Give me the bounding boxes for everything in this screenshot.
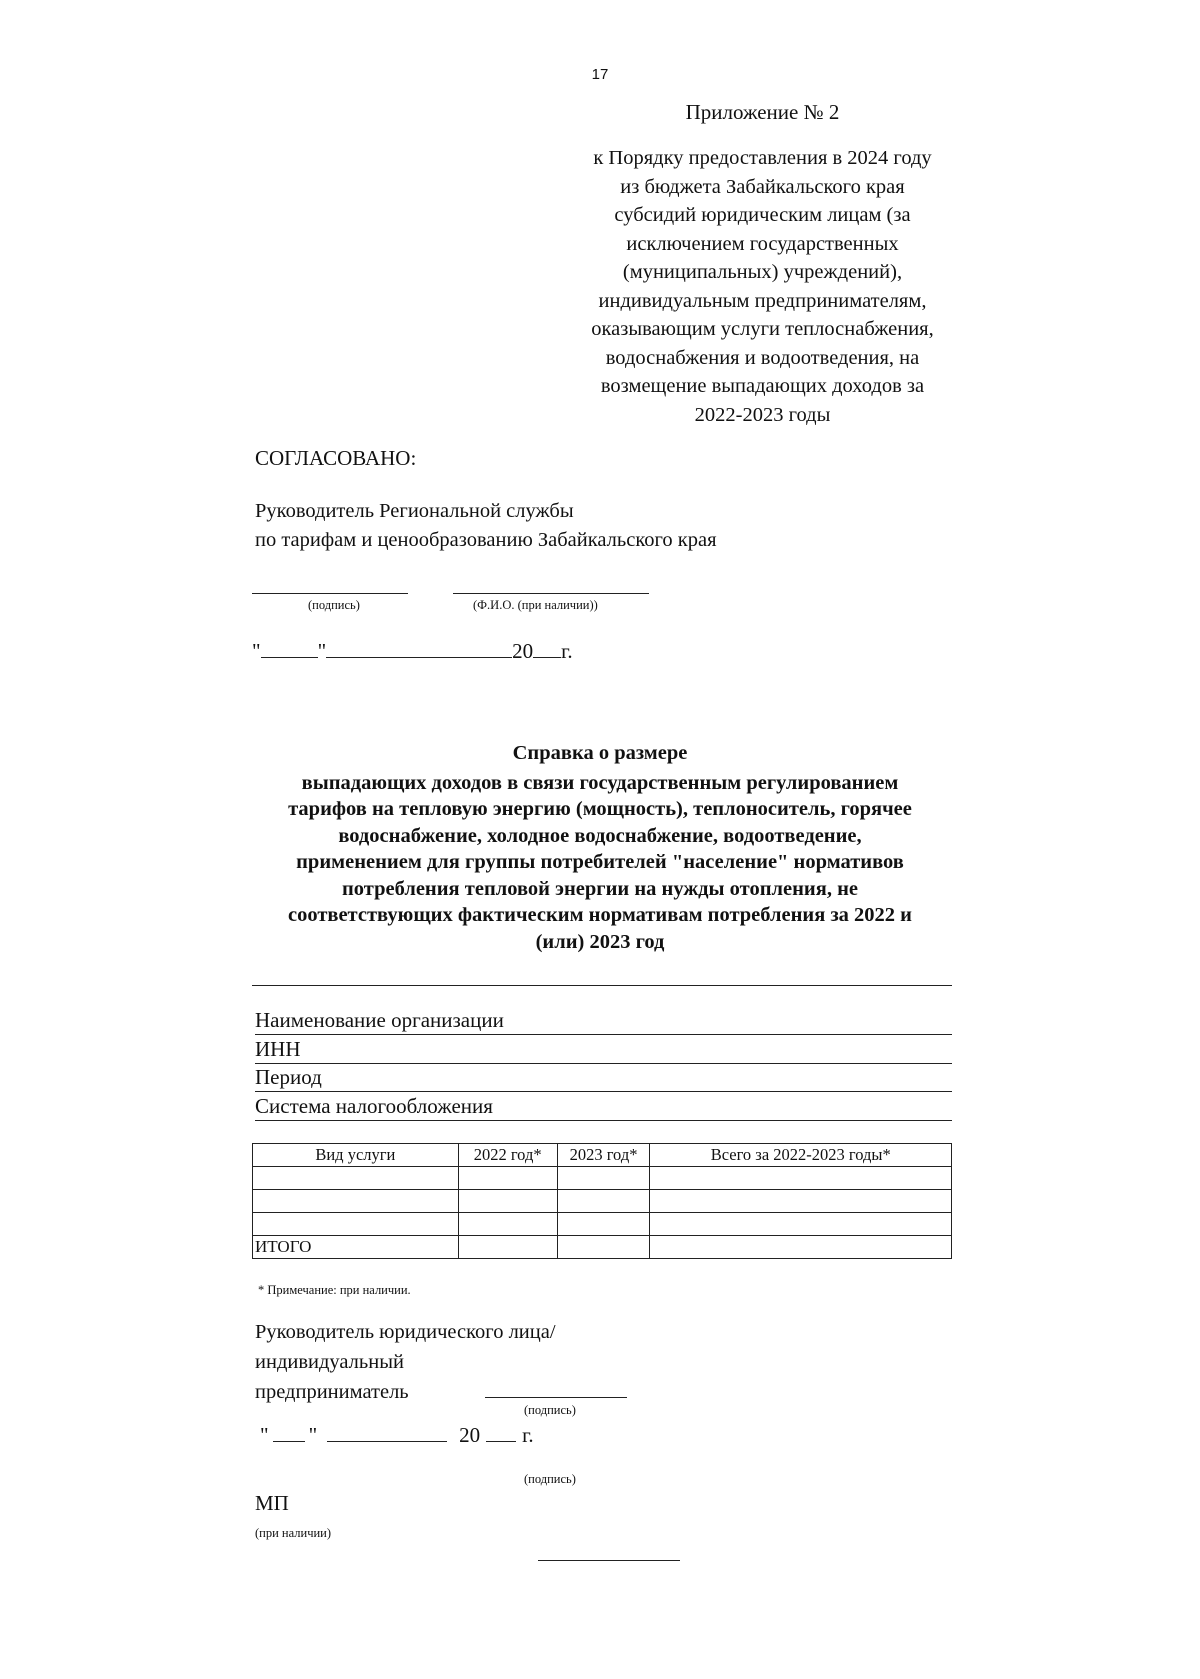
appendix-line: из бюджета Забайкальского края (620, 175, 905, 198)
table-total-row (253, 1236, 952, 1259)
date-year-blank[interactable] (486, 1422, 516, 1442)
table-cell[interactable] (253, 1190, 459, 1213)
date-quote-open: " (260, 1423, 269, 1447)
header-total: Всего за 2022-2023 годы* (650, 1144, 952, 1167)
table-cell[interactable] (650, 1190, 952, 1213)
document-title-line: (или) 2023 год (535, 930, 665, 953)
table-cell[interactable] (650, 1213, 952, 1236)
leader-position (255, 1317, 556, 1407)
approver-name-line[interactable] (453, 593, 649, 594)
appendix-line: возмещение выпадающих доходов за (600, 375, 925, 397)
field-inn[interactable]: ИНН (255, 1036, 952, 1064)
table-cell[interactable] (253, 1167, 459, 1190)
leader-signature-caption-2: (подпись) (524, 1472, 576, 1486)
table-header-row (253, 1144, 952, 1167)
approval-date (252, 638, 573, 664)
stamp-note: (при наличии) (255, 1526, 332, 1540)
leader-position-line: предприниматель (255, 1381, 409, 1403)
document-title (250, 740, 950, 955)
document-title-line: водоснабжение, холодное водоснабжение, водоотведение, (338, 824, 862, 847)
document-title-line: выпадающих доходов в связи государственным регулированием (301, 771, 899, 794)
appendix-line: оказывающим услуги теплоснабжения, (591, 318, 934, 340)
appendix-line: 2022-2023 годы (694, 403, 831, 426)
header-service-type: Вид услуги (253, 1144, 459, 1167)
field-tax-system[interactable]: Система налогообложения (255, 1093, 952, 1121)
field-organization-name[interactable]: Наименование организации (255, 1007, 952, 1035)
leader-date (260, 1422, 534, 1448)
footnote: * Примечание: при наличии. (258, 1283, 411, 1297)
date-day-blank[interactable] (261, 638, 318, 658)
date-day-blank[interactable] (273, 1422, 305, 1442)
date-year-prefix: 20 (512, 639, 534, 663)
header-2022: 2022 год* (458, 1144, 557, 1167)
appendix-line: индивидуальным предпринимателям, (598, 289, 927, 312)
date-year-prefix: 20 (459, 1423, 481, 1447)
appendix-line: исключением государственных (626, 232, 899, 255)
table-cell[interactable] (557, 1167, 650, 1190)
approval-label: СОГЛАСОВАНО: (255, 446, 417, 470)
table-cell[interactable] (458, 1213, 557, 1236)
table-cell[interactable] (557, 1190, 650, 1213)
appendix-title: Приложение № 2 (685, 100, 840, 124)
leader-position-line: индивидуальный (255, 1351, 404, 1373)
appendix-line: водоснабжения и водоотведения, на (605, 346, 920, 369)
approver-position (255, 497, 717, 555)
bottom-signature-line[interactable] (538, 1560, 680, 1561)
table-cell[interactable] (458, 1190, 557, 1213)
income-table (252, 1143, 952, 1259)
table-cell[interactable] (650, 1167, 952, 1190)
table-row (253, 1190, 952, 1213)
document-title-line: тарифов на тепловую энергию (мощность), теплоноситель, горячее (288, 798, 912, 820)
appendix-line: субсидий юридическим лицам (за (614, 204, 911, 226)
stamp-label: МП (255, 1491, 289, 1515)
table-cell[interactable] (557, 1213, 650, 1236)
table-cell[interactable] (458, 1236, 557, 1259)
top-rule (252, 985, 952, 986)
table-cell[interactable] (253, 1213, 459, 1236)
date-month-blank[interactable] (326, 638, 512, 658)
date-year-suffix: г. (561, 639, 573, 663)
leader-signature-caption: (подпись) (524, 1403, 576, 1417)
table-cell[interactable] (458, 1167, 557, 1190)
table-row (253, 1213, 952, 1236)
document-title-main: Справка о размере (512, 742, 688, 764)
table-cell[interactable] (650, 1236, 952, 1259)
document-title-line: применением для группы потребителей "население" нормативов (296, 851, 904, 873)
date-quote-open: " (252, 639, 261, 663)
table-cell[interactable] (557, 1236, 650, 1259)
leader-position-line: Руководитель юридического лица/ (255, 1321, 556, 1343)
appendix-reference (560, 144, 965, 429)
name-caption: (Ф.И.О. (при наличии)) (473, 598, 598, 612)
date-quote-close: " (317, 639, 327, 663)
date-year-suffix: г. (522, 1423, 534, 1447)
total-label: ИТОГО (253, 1236, 459, 1259)
page-number: 17 (591, 66, 609, 83)
document-title-line: потребления тепловой энергии на нужды отопления, не (341, 877, 858, 900)
approver-position-line: Руководитель Региональной службы (255, 500, 574, 522)
field-period[interactable]: Период (255, 1064, 952, 1092)
date-year-blank[interactable] (533, 638, 561, 658)
appendix-line: к Порядку предоставления в 2024 году (593, 147, 932, 169)
document-title-line: соответствующих фактическим нормативам потребления за 2022 и (287, 904, 912, 926)
date-month-blank[interactable] (327, 1422, 447, 1442)
signature-caption: (подпись) (308, 598, 360, 612)
leader-signature-line[interactable] (485, 1397, 627, 1398)
table-row (253, 1167, 952, 1190)
approver-signature-line[interactable] (252, 593, 408, 594)
header-2023: 2023 год* (557, 1144, 650, 1167)
appendix-line: (муниципальных) учреждений), (622, 261, 903, 283)
date-quote-close: " (308, 1423, 318, 1447)
approver-position-line: по тарифам и ценообразованию Забайкальского края (255, 529, 717, 551)
